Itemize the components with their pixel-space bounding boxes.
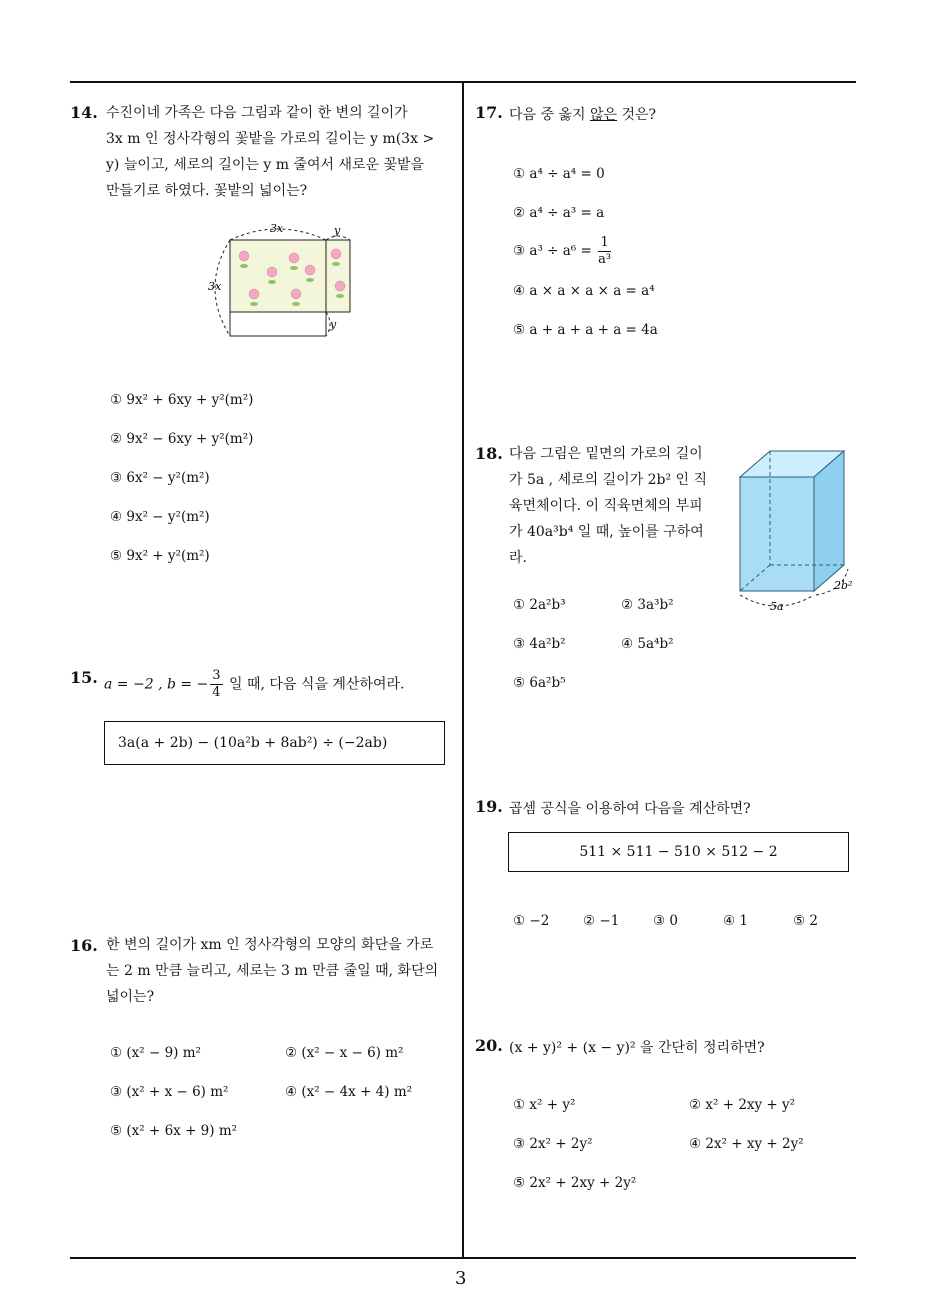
column-divider bbox=[462, 81, 464, 1259]
q14-removed-strip bbox=[230, 312, 326, 336]
q16-line3: 넓이는? bbox=[106, 989, 155, 1005]
q17-text-underline: 않은 bbox=[589, 107, 618, 123]
q20-option-3[interactable]: ③ 2x² + 2y² bbox=[513, 1136, 593, 1152]
q16-stem bbox=[106, 932, 462, 1010]
q14-number: 14. bbox=[70, 103, 98, 122]
q14-stem bbox=[106, 100, 458, 204]
q18-line4: 가 40a³b⁴ 일 때, 높이를 구하여 bbox=[509, 524, 704, 540]
q19-expression: 511 × 511 − 510 × 512 − 2 bbox=[579, 844, 778, 860]
q15-fraction bbox=[210, 668, 222, 701]
q17-frac-den: a³ bbox=[598, 252, 612, 267]
q17-text-b: 것은? bbox=[617, 107, 657, 123]
bottom-rule bbox=[70, 1257, 856, 1259]
q14-option-3[interactable]: ③ 6x² − y²(m²) bbox=[110, 470, 210, 486]
q18-cuboid-front bbox=[740, 477, 814, 591]
q17-option-3-fraction bbox=[598, 235, 611, 268]
q14-label-y-top: y bbox=[334, 224, 341, 237]
q20-number: 20. bbox=[475, 1036, 503, 1055]
q18-cuboid-figure bbox=[730, 445, 860, 617]
q15-frac-num: 3 bbox=[212, 668, 221, 683]
q15-tail: 일 때, 다음 식을 계산하여라. bbox=[229, 676, 405, 693]
q17-option-3-text: ③ a³ ÷ a⁶ = bbox=[513, 243, 592, 259]
q15-expression-box bbox=[104, 721, 445, 765]
q14-label-y-bottom: y bbox=[330, 318, 337, 331]
q14-line3: y) 늘이고, 세로의 길이는 y m 줄여서 새로운 꽃밭을 bbox=[106, 157, 425, 173]
q20-option-1[interactable]: ① x² + y² bbox=[513, 1097, 576, 1113]
q16-line2: 는 2 m 만큼 늘리고, 세로는 3 m 만큼 줄일 때, 화단의 bbox=[106, 963, 439, 979]
q20-stem: (x + y)² + (x − y)² 을 간단히 정리하면? bbox=[509, 1040, 765, 1056]
q16-option-4[interactable]: ④ (x² − 4x + 4) m² bbox=[285, 1084, 413, 1100]
q17-frac-num: 1 bbox=[598, 235, 611, 252]
q18-option-2[interactable]: ② 3a³b² bbox=[621, 597, 674, 613]
q18-line2: 가 5a , 세로의 길이가 2b² 인 직 bbox=[509, 472, 708, 488]
q17-option-4[interactable]: ④ a × a × a × a = a⁴ bbox=[513, 283, 655, 299]
q18-line1: 다음 그림은 밑면의 가로의 길이 bbox=[509, 446, 703, 462]
q19-number: 19. bbox=[475, 797, 503, 816]
q17-stem bbox=[509, 104, 656, 124]
q15-stem bbox=[104, 668, 405, 701]
q14-option-5[interactable]: ⑤ 9x² + y²(m²) bbox=[110, 548, 210, 564]
q18-line5: 라. bbox=[509, 550, 527, 566]
q19-option-5[interactable]: ⑤ 2 bbox=[793, 913, 818, 929]
q19-option-3[interactable]: ③ 0 bbox=[653, 913, 678, 929]
q17-option-5[interactable]: ⑤ a + a + a + a = 4a bbox=[513, 322, 658, 338]
q15-frac-den: 4 bbox=[212, 685, 221, 700]
q17-option-3[interactable] bbox=[513, 235, 613, 268]
q16-line1: 한 변의 길이가 xm 인 정사각형의 모양의 화단을 가로 bbox=[106, 937, 434, 953]
q18-option-4[interactable]: ④ 5a⁴b² bbox=[621, 636, 674, 652]
q18-option-1[interactable]: ① 2a²b³ bbox=[513, 597, 566, 613]
q15-expression: 3a(a + 2b) − (10a²b + 8ab²) ÷ (−2ab) bbox=[118, 735, 388, 751]
q17-option-2[interactable]: ② a⁴ ÷ a³ = a bbox=[513, 205, 605, 221]
q14-label-left: 3x bbox=[208, 280, 222, 293]
q14-label-top: 3x bbox=[270, 222, 284, 235]
q17-number: 17. bbox=[475, 103, 503, 122]
q18-number: 18. bbox=[475, 444, 503, 463]
q18-line3: 육면체이다. 이 직육면체의 부피 bbox=[509, 498, 703, 514]
q19-option-2[interactable]: ② −1 bbox=[583, 913, 620, 929]
q14-option-1[interactable]: ① 9x² + 6xy + y²(m²) bbox=[110, 392, 254, 408]
q16-option-5[interactable]: ⑤ (x² + 6x + 9) m² bbox=[110, 1123, 238, 1139]
q19-option-4[interactable]: ④ 1 bbox=[723, 913, 748, 929]
q19-expression-box bbox=[508, 832, 849, 872]
q14-option-2[interactable]: ② 9x² − 6xy + y²(m²) bbox=[110, 431, 254, 447]
q18-option-3[interactable]: ③ 4a²b² bbox=[513, 636, 566, 652]
q16-number: 16. bbox=[70, 936, 98, 955]
q20-option-2[interactable]: ② x² + 2xy + y² bbox=[689, 1097, 796, 1113]
q14-line2: 3x m 인 정사각형의 꽃밭을 가로의 길이는 y m(3x > bbox=[106, 131, 435, 147]
q18-stem bbox=[509, 441, 724, 571]
q15-number: 15. bbox=[70, 668, 98, 687]
q14-line4: 만들기로 하였다. 꽃밭의 넓이는? bbox=[106, 183, 308, 199]
page-number: 3 bbox=[455, 1268, 467, 1289]
q19-stem: 곱셈 공식을 이용하여 다음을 계산하면? bbox=[509, 801, 751, 817]
q19-option-1[interactable]: ① −2 bbox=[513, 913, 550, 929]
q20-option-4[interactable]: ④ 2x² + xy + 2y² bbox=[689, 1136, 804, 1152]
q14-option-4[interactable]: ④ 9x² − y²(m²) bbox=[110, 509, 210, 525]
q17-option-1[interactable]: ① a⁴ ÷ a⁴ = 0 bbox=[513, 166, 605, 182]
q15-condition: a = −2 , b = − bbox=[104, 676, 209, 693]
q16-option-1[interactable]: ① (x² − 9) m² bbox=[110, 1045, 201, 1061]
q18-option-5[interactable]: ⑤ 6a²b⁵ bbox=[513, 675, 566, 691]
q14-flowerbed-figure bbox=[200, 218, 360, 342]
q14-line1: 수진이네 가족은 다음 그림과 같이 한 변의 길이가 bbox=[106, 105, 408, 121]
q17-text-a: 다음 중 옳지 bbox=[509, 107, 590, 123]
q18-label-depth: 2b² bbox=[834, 579, 853, 592]
q18-label-width: 5a bbox=[770, 600, 784, 613]
q20-option-5[interactable]: ⑤ 2x² + 2xy + 2y² bbox=[513, 1175, 637, 1191]
q16-option-2[interactable]: ② (x² − x − 6) m² bbox=[285, 1045, 404, 1061]
q16-option-3[interactable]: ③ (x² + x − 6) m² bbox=[110, 1084, 229, 1100]
